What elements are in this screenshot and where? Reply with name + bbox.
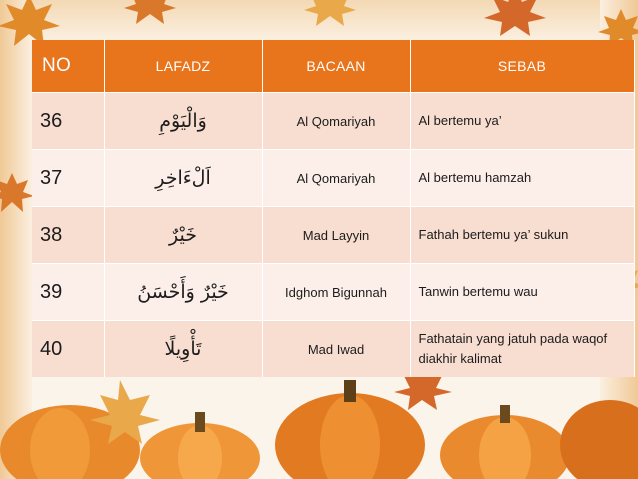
table-row [32, 150, 634, 207]
maple-leaf-icon [300, 0, 360, 30]
cell-sebab: Tanwin bertemu wau [410, 264, 634, 321]
cell-no: 38 [32, 207, 104, 264]
cell-no: 40 [32, 321, 104, 378]
maple-leaf-icon [120, 0, 180, 28]
table-header [32, 40, 634, 93]
header-bacaan: BACAAN [262, 40, 410, 93]
cell-no: 36 [32, 93, 104, 150]
maple-leaf-icon [480, 0, 550, 38]
cell-bacaan: Idghom Bigunnah [262, 264, 410, 321]
cell-no: 37 [32, 150, 104, 207]
cell-lafadz: وَالْيَوْمِ [104, 93, 262, 150]
cell-bacaan: Mad Iwad [262, 321, 410, 378]
cell-sebab: Al bertemu hamzah [410, 150, 634, 207]
table-row [32, 207, 634, 264]
header-sebab: SEBAB [410, 40, 634, 93]
cell-sebab: Fathah bertemu ya’ sukun [410, 207, 634, 264]
cell-sebab: Fathatain yang jatuh pada waqof diakhir kalimat [410, 321, 634, 378]
table-row [32, 93, 634, 150]
header-lafadz: LAFADZ [104, 40, 262, 93]
tajwid-table-container [32, 40, 634, 377]
cell-bacaan: Al Qomariyah [262, 93, 410, 150]
cell-bacaan: Al Qomariyah [262, 150, 410, 207]
table-body [32, 93, 634, 378]
table-row [32, 321, 634, 378]
cell-lafadz: اَلْءَاخِرِ [104, 150, 262, 207]
header-no: NO [32, 40, 104, 93]
header-row [32, 40, 634, 93]
cell-lafadz: خَيْرٌ وَأَحْسَنُ [104, 264, 262, 321]
cell-no: 39 [32, 264, 104, 321]
cell-lafadz: تَأْوِيلًا [104, 321, 262, 378]
maple-leaf-icon [0, 170, 34, 220]
tajwid-table [32, 40, 635, 377]
cell-sebab: Al bertemu ya’ [410, 93, 634, 150]
table-row [32, 264, 634, 321]
cell-lafadz: خَيْرٌ [104, 207, 262, 264]
cell-bacaan: Mad Layyin [262, 207, 410, 264]
